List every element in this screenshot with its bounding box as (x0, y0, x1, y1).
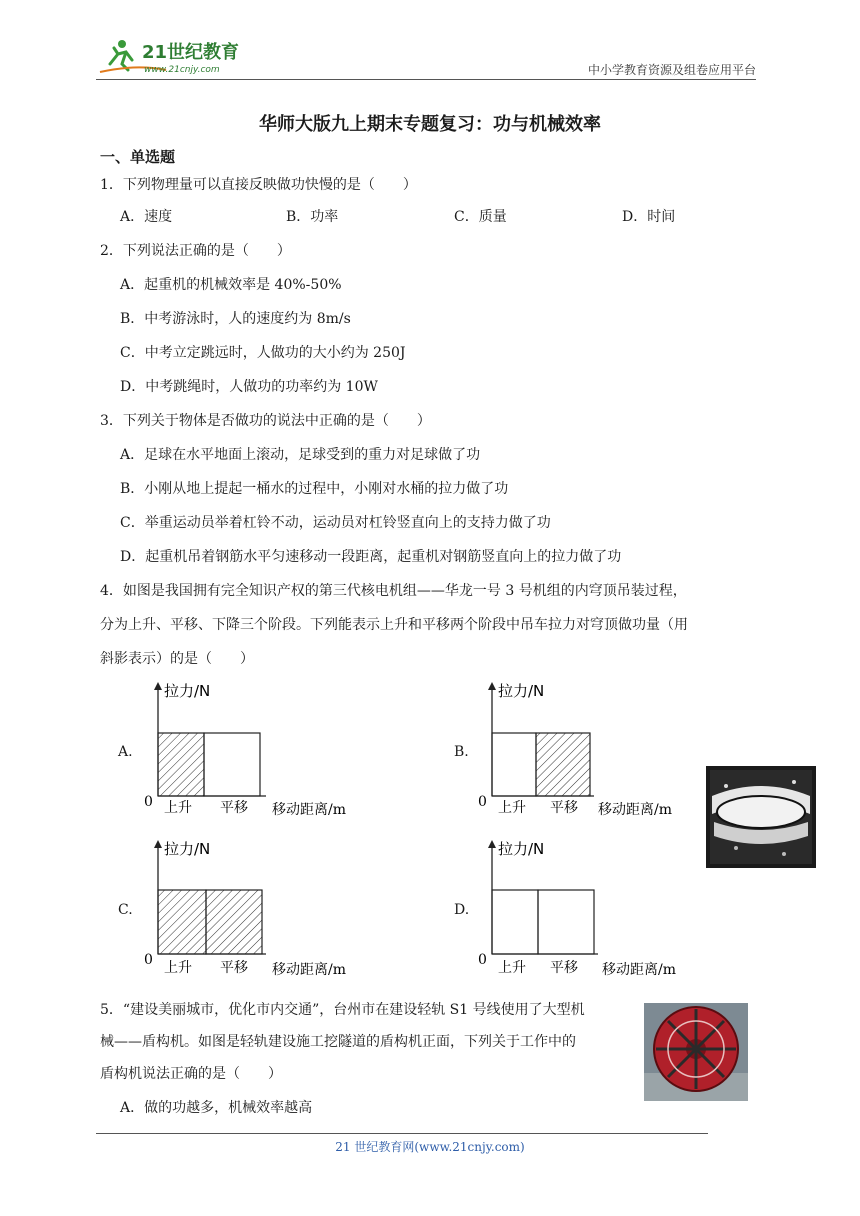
q3-stem: 3．下列关于物体是否做功的说法中正确的是（ ） (100, 413, 431, 429)
q1-option-b: B．功率 (286, 209, 339, 225)
svg-text:上升: 上升 (164, 960, 192, 976)
q2-option-d: D．中考跳绳时，人做功的功率约为 10W (120, 379, 378, 395)
q1-option-a: A．速度 (120, 209, 173, 225)
svg-text:拉力/N: 拉力/N (164, 840, 211, 858)
svg-text:平移: 平移 (550, 800, 578, 816)
svg-text:0: 0 (478, 952, 487, 968)
page-title: 华师大版九上期末专题复习：功与机械效率 (259, 114, 601, 135)
svg-text:拉力/N: 拉力/N (164, 682, 211, 700)
q4-stem-line-3: 斜影表示）的是（ ） (100, 651, 254, 667)
svg-text:0: 0 (144, 794, 153, 810)
q2-stem: 2．下列说法正确的是（ ） (100, 243, 291, 259)
q4d-bar-shift (538, 890, 594, 954)
q4-option-c-label: C. (118, 902, 133, 918)
q4-graph-b (474, 680, 704, 820)
svg-text:上升: 上升 (164, 800, 192, 816)
q5-option-a: A．做的功越多，机械效率越高 (120, 1100, 313, 1116)
section-heading: 一、单选题 (100, 148, 176, 166)
q3-option-a: A．足球在水平地面上滚动，足球受到的重力对足球做了功 (120, 447, 481, 463)
svg-text:移动距离/m: 移动距离/m (598, 802, 672, 818)
footer-source[interactable]: 21 世纪教育网(www.21cnjy.com) (335, 1140, 525, 1154)
q4b-bar-rise (492, 733, 536, 796)
q4-option-a-label: A. (118, 744, 133, 760)
q2-option-a: A．起重机的机械效率是 40%-50% (120, 277, 342, 293)
q3-option-b: B．小刚从地上提起一桶水的过程中，小刚对水桶的拉力做了功 (120, 481, 509, 497)
q5-stem-line-1: 5．“建设美丽城市，优化市内交通”，台州市在建设轻轨 S1 号线使用了大型机 (100, 1002, 585, 1018)
q4-stem-line-1: 4．如图是我国拥有完全知识产权的第三代核电机组——华龙一号 3 号机组的内穹顶吊装过程， (100, 583, 687, 599)
svg-text:移动距离/m: 移动距离/m (272, 802, 346, 818)
q4a-bar-shift (204, 733, 260, 796)
svg-text:移动距离/m: 移动距离/m (602, 962, 676, 978)
q1-option-d: D．时间 (622, 209, 676, 225)
dome-photo (706, 766, 816, 868)
q5-stem-line-3: 盾构机说法正确的是（ ） (100, 1066, 282, 1082)
q3-option-c: C．举重运动员举着杠铃不动，运动员对杠铃竖直向上的支持力做了功 (120, 515, 551, 531)
svg-text:0: 0 (478, 794, 487, 810)
q2-option-b: B．中考游泳时，人的速度约为 8m/s (120, 311, 351, 327)
svg-text:平移: 平移 (550, 960, 578, 976)
q1-option-c: C．质量 (454, 209, 507, 225)
svg-text:www.21cnjy.com: www.21cnjy.com (144, 65, 220, 75)
svg-text:拉力/N: 拉力/N (498, 682, 545, 700)
svg-text:移动距离/m: 移动距离/m (272, 962, 346, 978)
footer-divider (96, 1133, 708, 1134)
header-divider (96, 79, 756, 80)
q4-graph-d (474, 838, 704, 978)
q4c-bar-rise (158, 890, 206, 954)
q4-stem-line-2: 分为上升、平移、下降三个阶段。下列能表示上升和平移两个阶段中吊车拉力对穹顶做功量（用 (100, 617, 688, 633)
q4d-bar-rise (492, 890, 538, 954)
q1-stem: 1．下列物理量可以直接反映做功快慢的是（ ） (100, 177, 417, 193)
platform-name: 中小学教育资源及组卷应用平台 (587, 63, 756, 77)
q4-graph-a (140, 680, 370, 820)
q3-option-d: D．起重机吊着钢筋水平匀速移动一段距离，起重机对钢筋竖直向上的拉力做了功 (120, 549, 622, 565)
svg-text:上升: 上升 (498, 960, 526, 976)
svg-text:平移: 平移 (220, 960, 248, 976)
svg-text:拉力/N: 拉力/N (498, 840, 545, 858)
q4c-bar-shift (206, 890, 262, 954)
q4b-bar-shift (536, 733, 590, 796)
q4-graph-c (140, 838, 370, 978)
svg-text:0: 0 (144, 952, 153, 968)
q2-option-c: C．中考立定跳远时，人做功的大小约为 250J (120, 345, 406, 361)
shield-machine-photo (644, 1003, 748, 1101)
q4a-bar-rise (158, 733, 204, 796)
svg-text:21世纪教育: 21世纪教育 (142, 42, 240, 63)
svg-text:上升: 上升 (498, 800, 526, 816)
svg-text:平移: 平移 (220, 800, 248, 816)
q4-option-b-label: B. (454, 744, 469, 760)
q4-option-d-label: D. (454, 902, 470, 918)
q5-stem-line-2: 械——盾构机。如图是轻轨建设施工挖隧道的盾构机正面，下列关于工作中的 (100, 1034, 576, 1050)
site-logo (96, 34, 266, 78)
